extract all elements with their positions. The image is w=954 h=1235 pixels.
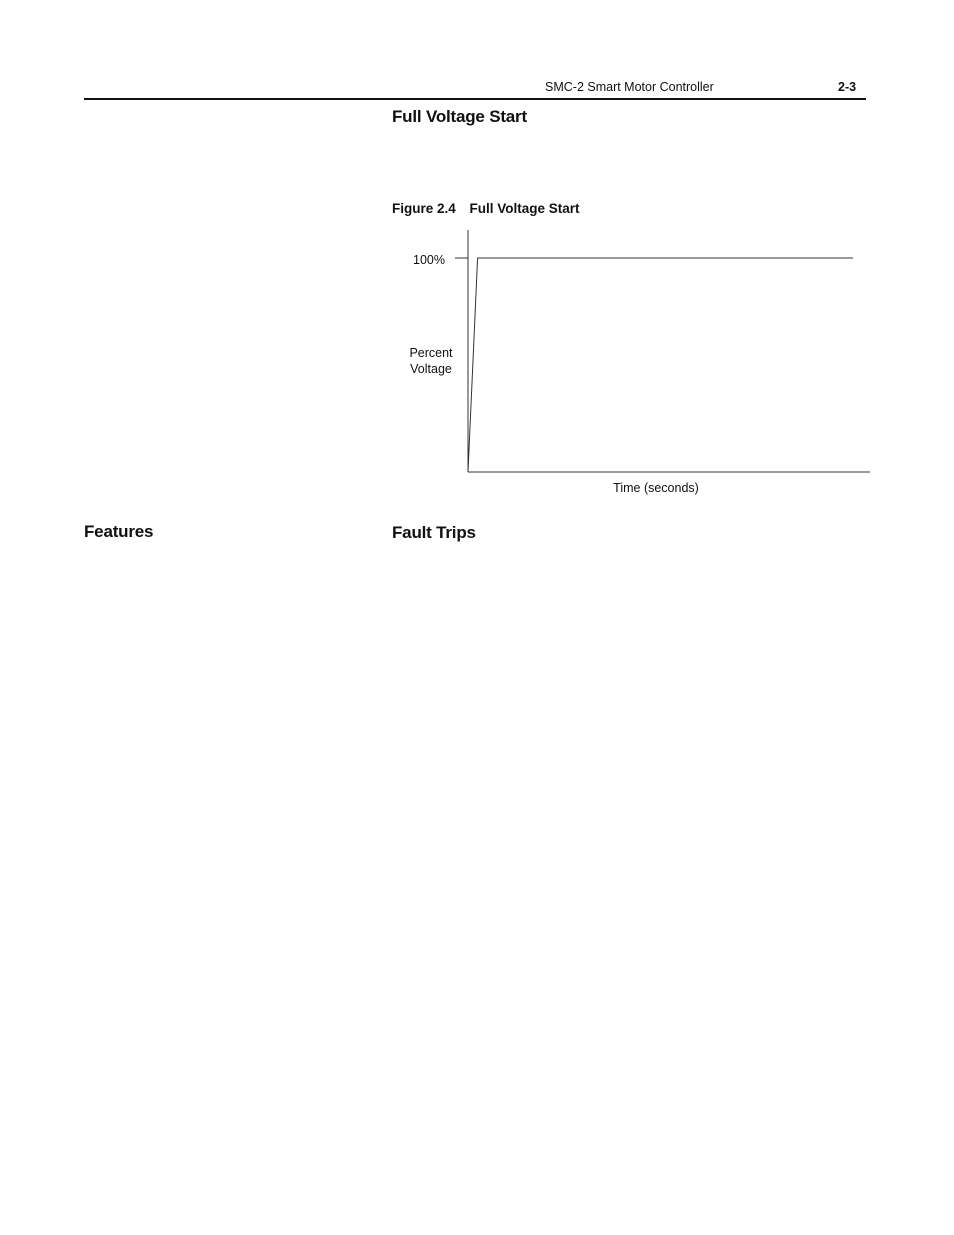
running-title: SMC-2 Smart Motor Controller <box>545 80 714 94</box>
y-tick-label: 100% <box>413 253 445 267</box>
x-axis-label: Time (seconds) <box>613 481 699 495</box>
y-axis-label-line: Voltage <box>410 362 452 376</box>
section-heading-features: Features <box>84 522 154 541</box>
figure-number: Figure 2.4 <box>392 201 456 216</box>
series-line <box>468 258 853 472</box>
section-heading-full-voltage-start: Full Voltage Start <box>392 107 527 126</box>
page-number: 2-3 <box>838 80 857 94</box>
figure-title: Full Voltage Start <box>469 201 580 216</box>
section-heading-fault-trips: Fault Trips <box>392 523 476 542</box>
y-axis-label-line: Percent <box>409 346 453 360</box>
